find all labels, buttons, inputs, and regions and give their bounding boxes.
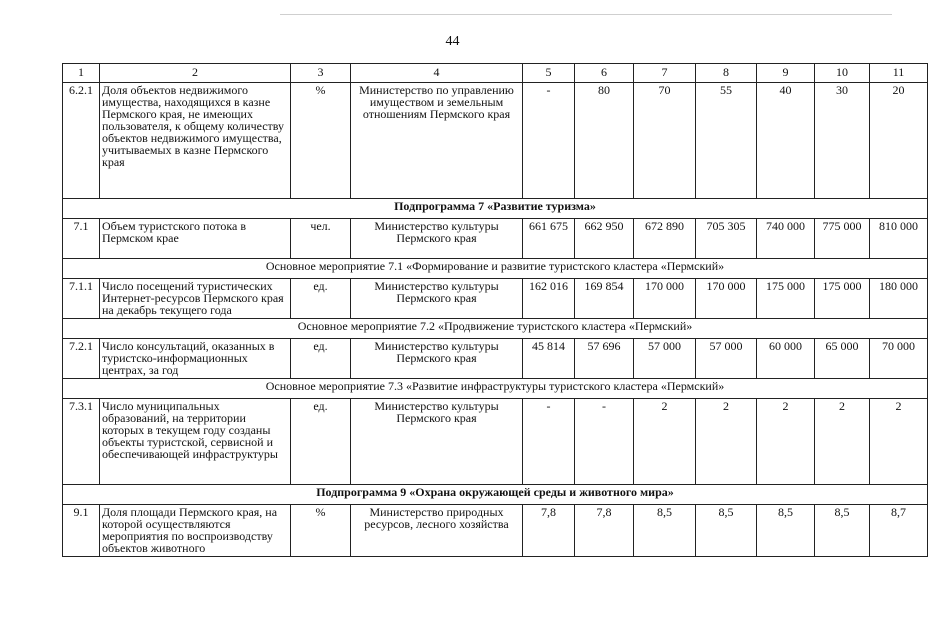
header-cell: 6 xyxy=(575,64,634,83)
value-cell: 2 xyxy=(757,399,815,485)
value-cell: 180 000 xyxy=(870,279,928,319)
indicator-name: Доля объектов недвижимого имущества, находящихся в казне Пермского края, не имеющих пользователя, к общему количеству объектов недвижимого имущества, учитываемых в казне Пермского края xyxy=(100,83,291,199)
section-row xyxy=(63,259,928,279)
table-header-row xyxy=(63,64,928,83)
value-cell: 65 000 xyxy=(815,339,870,379)
value-cell: 810 000 xyxy=(870,219,928,259)
value-cell: 30 xyxy=(815,83,870,199)
value-cell: 45 814 xyxy=(523,339,575,379)
value-cell: 672 890 xyxy=(634,219,696,259)
section-title: Основное мероприятие 7.2 «Продвижение туристского кластера «Пермский» xyxy=(63,319,928,339)
responsible-cell: Министерство культуры Пермского края xyxy=(351,399,523,485)
value-cell: 57 696 xyxy=(575,339,634,379)
header-cell: 4 xyxy=(351,64,523,83)
table-row xyxy=(63,279,928,319)
indicator-name: Число консультаций, оказанных в туристско-информационных центрах, за год xyxy=(100,339,291,379)
value-cell: 2 xyxy=(634,399,696,485)
header-cell: 7 xyxy=(634,64,696,83)
section-row xyxy=(63,379,928,399)
section-title: Подпрограмма 9 «Охрана окружающей среды и животного мира» xyxy=(63,485,928,505)
value-cell: 2 xyxy=(696,399,757,485)
value-cell: 8,7 xyxy=(870,505,928,557)
indicator-name: Число посещений туристических Интернет-ресурсов Пермского края на декабрь текущего года xyxy=(100,279,291,319)
value-cell: - xyxy=(575,399,634,485)
row-number: 7.2.1 xyxy=(63,339,100,379)
value-cell: 8,5 xyxy=(757,505,815,557)
header-cell: 1 xyxy=(63,64,100,83)
value-cell: - xyxy=(523,83,575,199)
section-title: Подпрограмма 7 «Развитие туризма» xyxy=(63,199,928,219)
header-cell: 9 xyxy=(757,64,815,83)
value-cell: 55 xyxy=(696,83,757,199)
value-cell: 2 xyxy=(815,399,870,485)
table-row xyxy=(63,339,928,379)
indicator-table xyxy=(62,63,928,557)
header-cell: 2 xyxy=(100,64,291,83)
header-cell: 3 xyxy=(291,64,351,83)
value-cell: 8,5 xyxy=(696,505,757,557)
table-row xyxy=(63,399,928,485)
value-cell: 80 xyxy=(575,83,634,199)
unit-cell: ед. xyxy=(291,279,351,319)
table-row xyxy=(63,83,928,199)
value-cell: 57 000 xyxy=(634,339,696,379)
header-cell: 8 xyxy=(696,64,757,83)
top-rule xyxy=(280,14,892,15)
unit-cell: ед. xyxy=(291,399,351,485)
indicator-name: Доля площади Пермского края, на которой осуществляются мероприятия по воспроизводству объектов животного xyxy=(100,505,291,557)
responsible-cell: Министерство культуры Пермского края xyxy=(351,339,523,379)
value-cell: 70 000 xyxy=(870,339,928,379)
section-row xyxy=(63,485,928,505)
table-row xyxy=(63,219,928,259)
value-cell: 70 xyxy=(634,83,696,199)
value-cell: 7,8 xyxy=(575,505,634,557)
indicator-name: Объем туристского потока в Пермском крае xyxy=(100,219,291,259)
value-cell: 662 950 xyxy=(575,219,634,259)
header-cell: 10 xyxy=(815,64,870,83)
value-cell: 175 000 xyxy=(815,279,870,319)
unit-cell: % xyxy=(291,83,351,199)
value-cell: 169 854 xyxy=(575,279,634,319)
value-cell: - xyxy=(523,399,575,485)
indicator-name: Число муниципальных образований, на территории которых в текущем году созданы объекты туристской, сервисной и обеспечивающей инфраструктуры xyxy=(100,399,291,485)
value-cell: 8,5 xyxy=(634,505,696,557)
section-row xyxy=(63,319,928,339)
value-cell: 661 675 xyxy=(523,219,575,259)
unit-cell: чел. xyxy=(291,219,351,259)
section-title: Основное мероприятие 7.1 «Формирование и развитие туристского кластера «Пермский» xyxy=(63,259,928,279)
value-cell: 775 000 xyxy=(815,219,870,259)
unit-cell: ед. xyxy=(291,339,351,379)
responsible-cell: Министерство по управлению имуществом и земельным отношениям Пермского края xyxy=(351,83,523,199)
value-cell: 740 000 xyxy=(757,219,815,259)
page-number: 44 xyxy=(445,34,460,49)
header-cell: 11 xyxy=(870,64,928,83)
row-number: 7.3.1 xyxy=(63,399,100,485)
value-cell: 162 016 xyxy=(523,279,575,319)
value-cell: 20 xyxy=(870,83,928,199)
responsible-cell: Министерство культуры Пермского края xyxy=(351,279,523,319)
row-number: 7.1.1 xyxy=(63,279,100,319)
table-row xyxy=(63,505,928,557)
value-cell: 170 000 xyxy=(696,279,757,319)
value-cell: 60 000 xyxy=(757,339,815,379)
section-row xyxy=(63,199,928,219)
value-cell: 705 305 xyxy=(696,219,757,259)
value-cell: 170 000 xyxy=(634,279,696,319)
responsible-cell: Министерство природных ресурсов, лесного хозяйства xyxy=(351,505,523,557)
section-title: Основное мероприятие 7.3 «Развитие инфраструктуры туристского кластера «Пермский» xyxy=(63,379,928,399)
value-cell: 57 000 xyxy=(696,339,757,379)
header-cell: 5 xyxy=(523,64,575,83)
value-cell: 2 xyxy=(870,399,928,485)
value-cell: 7,8 xyxy=(523,505,575,557)
value-cell: 175 000 xyxy=(757,279,815,319)
row-number: 9.1 xyxy=(63,505,100,557)
responsible-cell: Министерство культуры Пермского края xyxy=(351,219,523,259)
row-number: 7.1 xyxy=(63,219,100,259)
value-cell: 40 xyxy=(757,83,815,199)
unit-cell: % xyxy=(291,505,351,557)
row-number: 6.2.1 xyxy=(63,83,100,199)
value-cell: 8,5 xyxy=(815,505,870,557)
